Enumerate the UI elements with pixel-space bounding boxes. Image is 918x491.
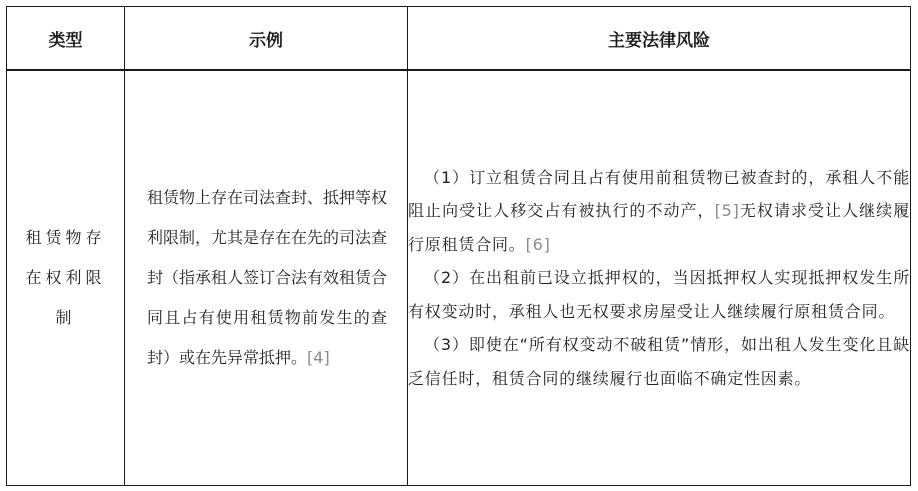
- header-example: 示例: [125, 7, 408, 71]
- example-cell: [125, 70, 408, 486]
- type-cell: [7, 70, 125, 486]
- example-body: 租赁物上存在司法查封、抵押等权利限制，尤其是存在在先的司法查封（指承租人签订合法有效租赁合同且占有使用租赁物前发生的查封）或在先异常抵押。: [147, 188, 388, 367]
- risk-item-1-citation-2: [6]: [525, 234, 551, 254]
- table-row: [7, 70, 911, 486]
- example-citation: [4]: [307, 348, 330, 367]
- header-type: 类型: [7, 7, 125, 71]
- risk-item-2: （2）在出租前已设立抵押权的，当因抵押权人实现抵押权发生所有权变动时，承租人也无权要求房屋受让人继续履行原租赁合同。: [408, 268, 910, 321]
- risk-item-1-citation-1: [5]: [714, 201, 740, 221]
- legal-risk-table: [6, 6, 911, 486]
- type-text: 租赁物存在权利限制: [25, 228, 106, 327]
- header-risk: 主要法律风险: [408, 7, 911, 71]
- table-header-row: [7, 7, 911, 71]
- risk-item-3: （3）即使在“所有权变动不破租赁”情形，如出租人发生变化且缺乏信任时，租赁合同的继续履行也面临不确定性因素。: [408, 335, 910, 388]
- risk-item-1: [408, 161, 910, 262]
- risk-item-1-part2: 无权请求受让人继续履行原租赁合同。: [408, 201, 910, 254]
- risk-cell: [408, 70, 911, 486]
- example-text: [125, 178, 407, 378]
- risk-item-1-part1: （1）订立租赁合同且占有使用前租赁物已被查封的，承租人不能阻止向受让人移交占有被执行的不动产，: [408, 167, 910, 221]
